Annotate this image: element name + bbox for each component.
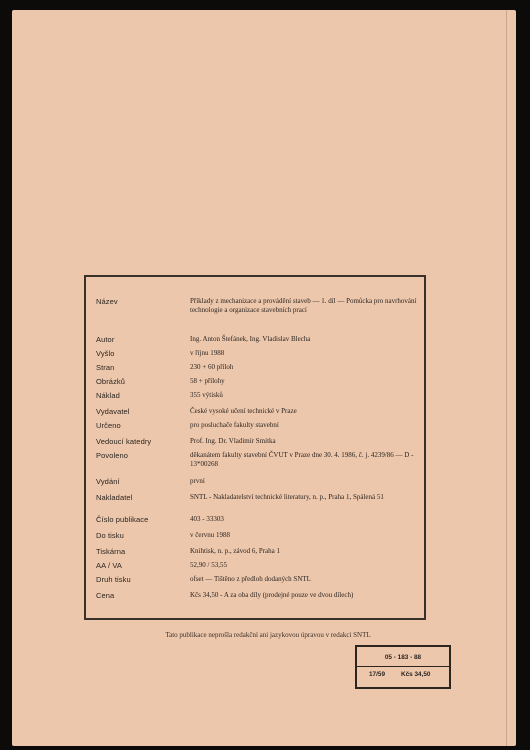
colophon-value: 403 - 33303 — [190, 515, 224, 523]
editorial-note: Tato publikace neprošla redakční ani jazykovou úpravou v redakci SNTL — [165, 631, 371, 639]
colophon-label: Do tisku — [96, 531, 124, 540]
colophon-label: Určeno — [96, 421, 121, 430]
stamp-code: 05 - 183 - 88 — [384, 654, 422, 661]
colophon-value: Kčs 34,50 - A za oba díly (prodejné pouze ve dvou dílech) — [190, 591, 354, 599]
colophon-label: Vydání — [96, 477, 120, 486]
colophon-label: Cena — [96, 591, 115, 600]
colophon-label: Stran — [96, 363, 115, 372]
colophon-label: Číslo publikace — [96, 515, 149, 524]
colophon-value: děkanátem fakulty stavební ČVUT v Praze dne 30. 4. 1986, č. j. 4239/86 — D - 13*00268 — [190, 451, 414, 468]
colophon-label: Povoleno — [96, 451, 129, 460]
publication-stamp — [355, 645, 451, 689]
page-fold-line — [506, 10, 507, 746]
colophon-label: AA / VA — [96, 561, 122, 570]
colophon-value: ofset — Tištěno z předloh dodaných SNTL — [190, 575, 311, 583]
colophon-table — [84, 275, 426, 620]
colophon-value: pro posluchače fakulty stavební — [190, 421, 279, 429]
colophon-label: Autor — [96, 335, 115, 344]
colophon-value: Knihtisk, n. p., závod 6, Praha 1 — [190, 547, 281, 555]
stamp-divider — [357, 666, 449, 667]
colophon-value: 58 + přílohy — [190, 377, 225, 385]
colophon-label: Vyšlo — [96, 349, 115, 358]
colophon-value: 230 + 60 příloh — [190, 363, 234, 371]
colophon-label: Tiskárna — [96, 547, 126, 556]
colophon-label: Nakladatel — [96, 493, 133, 502]
colophon-value: první — [190, 477, 205, 485]
colophon-value: Příklady z mechanizace a provádění staveb — 1. díl — Pomůcka pro navrhování technologie a organizace stavebních prací — [190, 297, 417, 314]
colophon-label: Druh tisku — [96, 575, 131, 584]
colophon-value: SNTL - Nakladatelství technické literatury, n. p., Praha 1, Spálená 51 — [190, 493, 384, 501]
colophon-label: Název — [96, 297, 118, 306]
colophon-value: České vysoké učení technické v Praze — [190, 407, 297, 415]
colophon-value: Ing. Anton Štefánek, Ing. Vladislav Blecha — [190, 335, 311, 343]
colophon-label: Náklad — [96, 391, 120, 400]
colophon-label: Vedoucí katedry — [96, 437, 152, 446]
colophon-value: v červnu 1988 — [190, 531, 231, 539]
colophon-label: Obrázků — [96, 377, 126, 386]
colophon-value: 355 výtisků — [190, 391, 223, 399]
stamp-number: 17/59 — [369, 671, 385, 678]
colophon-value: v říjnu 1988 — [190, 349, 225, 357]
colophon-label: Vydavatel — [96, 407, 130, 416]
colophon-value: 52,90 / 53,55 — [190, 561, 227, 569]
colophon-value: Prof. Ing. Dr. Vladimír Smitka — [190, 437, 276, 445]
stamp-price: Kčs 34,50 — [401, 671, 431, 678]
